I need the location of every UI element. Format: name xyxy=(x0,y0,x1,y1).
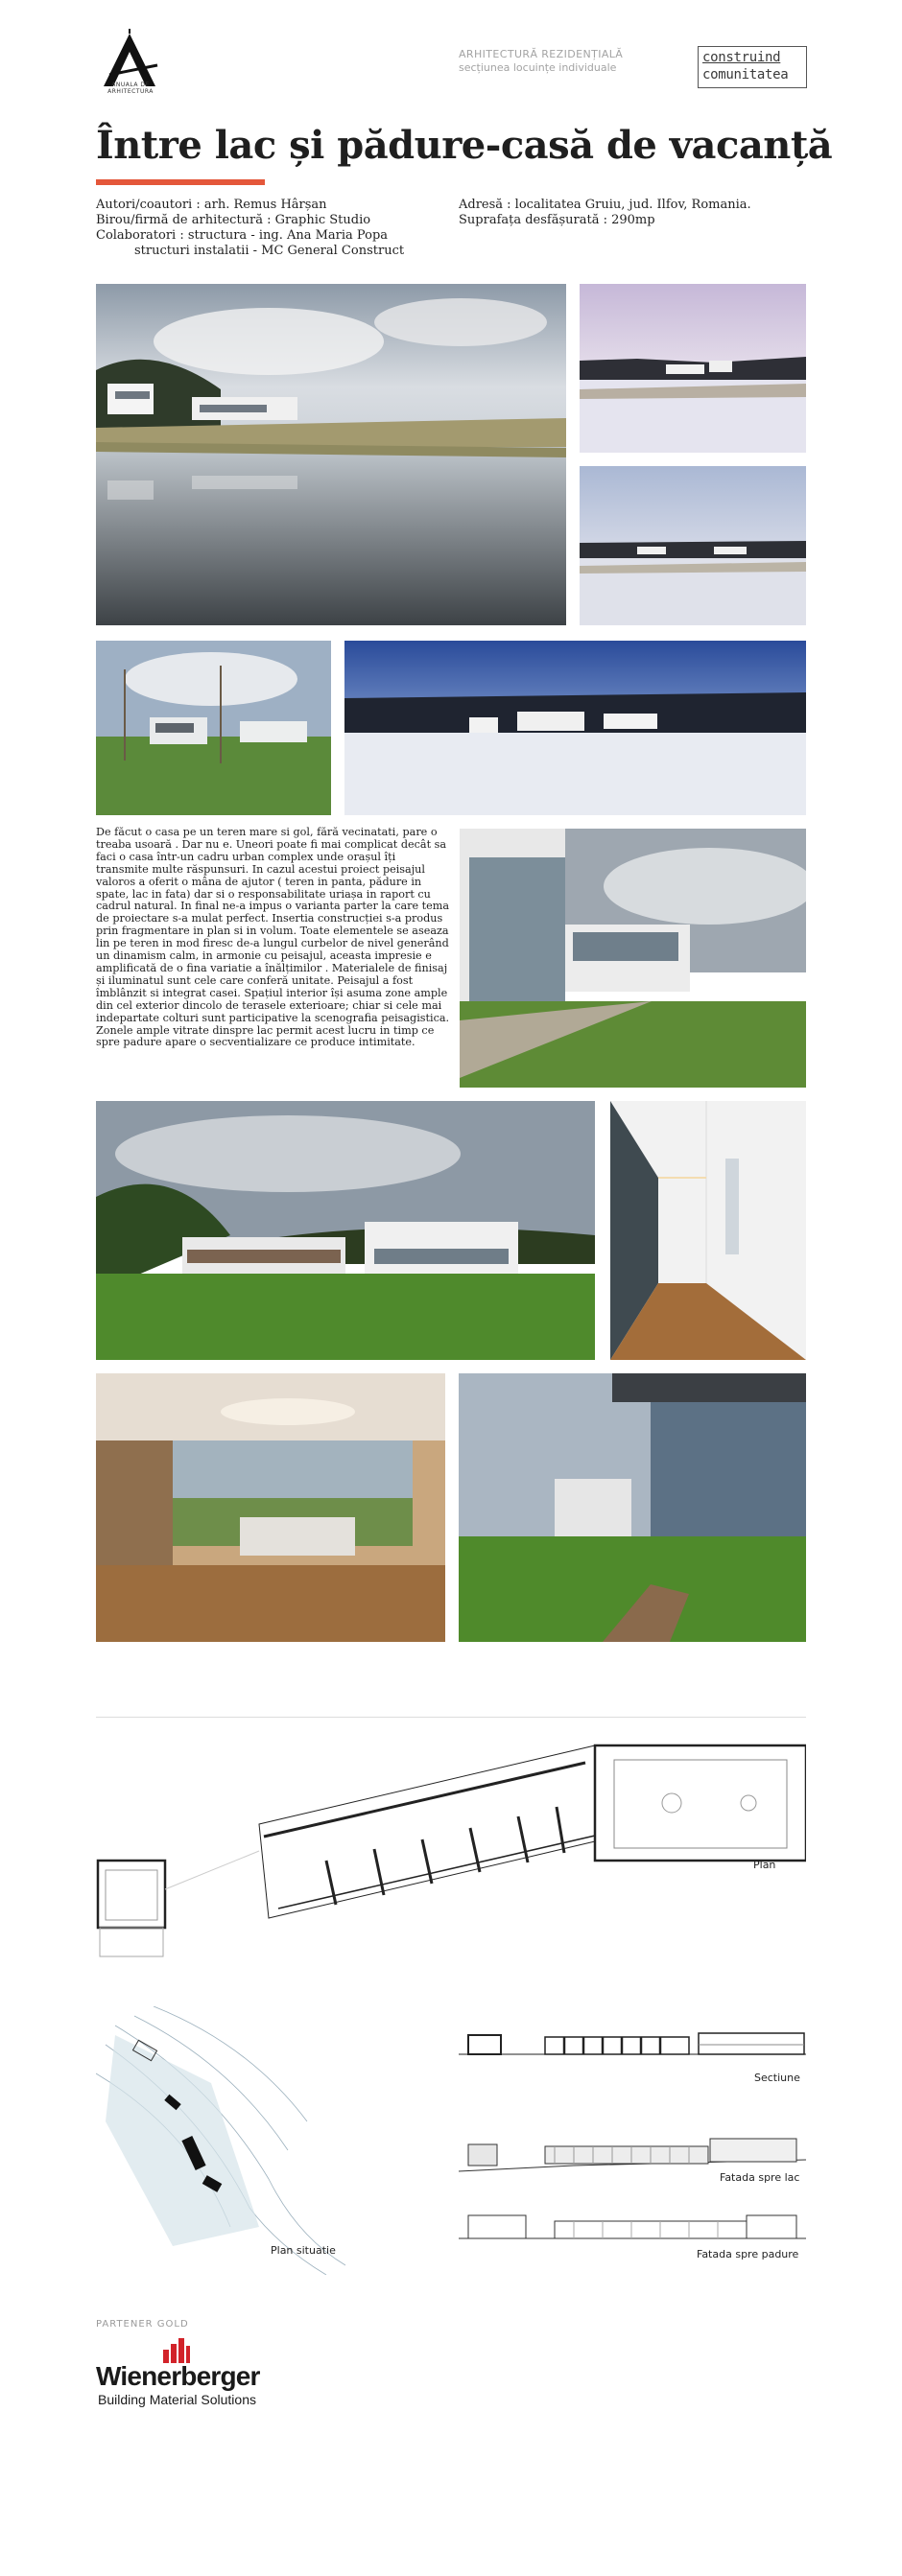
wienerberger-brick-icon xyxy=(161,2336,190,2363)
photo-house-from-lawn xyxy=(96,1101,595,1360)
section-drawing xyxy=(459,2026,806,2064)
logo-caption: ANUALA DE ARHITECTURA xyxy=(107,82,154,95)
office: Birou/firmă de arhitectură : Graphic Studio xyxy=(96,213,371,227)
plan-label: Plan xyxy=(753,1859,776,1871)
photo-snow-panorama xyxy=(344,641,806,815)
partner-name: Wienerberger xyxy=(96,2361,260,2391)
brand-line-1: construind xyxy=(702,50,781,65)
credits-right xyxy=(459,198,751,228)
category-title: ARHITECTURĂ REZIDENȚIALĂ xyxy=(459,48,624,60)
photo-cantilever-facade xyxy=(460,829,806,1088)
facade-lake-label: Fatada spre lac xyxy=(720,2171,800,2184)
photo-winter-lake-1 xyxy=(580,284,806,453)
construind-comunitatea-logo xyxy=(698,46,807,88)
project-title: Între lac și pădure-casă de vacanță xyxy=(96,123,833,168)
photo-winter-lake-2 xyxy=(580,466,806,625)
site-plan-label: Plan situatie xyxy=(271,2244,336,2257)
site-plan-drawing xyxy=(96,2006,345,2275)
photo-terrace-glazing xyxy=(459,1373,806,1642)
photo-young-trees xyxy=(96,641,331,815)
area: Suprafața desfășurată : 290mp xyxy=(459,213,655,227)
facade-forest-drawing xyxy=(459,2206,806,2244)
category-subtitle: secțiunea locuințe individuale xyxy=(459,61,617,74)
authors: Autori/coautori : arh. Remus Hârșan xyxy=(96,198,327,212)
photo-living-room xyxy=(96,1373,445,1642)
facade-forest-label: Fatada spre padure xyxy=(697,2248,799,2260)
partner-tagline: Building Material Solutions xyxy=(98,2392,256,2407)
photo-corridor xyxy=(610,1101,806,1360)
credits-left xyxy=(96,198,404,259)
title-accent-bar xyxy=(96,179,265,185)
project-description: De făcut o casa pe un teren mare si gol, fără vecinatati, pare o treaba usoară . Dar nu e. Uneori poate fi mai complicat decât sa faci o casa într-un cadru urban complex unde orașul îți transmite multe răspunsuri. In cazul acestui proiect peisajul valoros a oferit o mâna de ajutor ( teren in panta, pădure in spate, lac in fata) dar si o responsabilitate uriașa in raport cu cadrul natural. In final ne-a impus o varianta parter la care tema de proiectare s-a mulat perfect. Insertia construcției s-a produs prin fragmentare in plan si in volum. Toate elementele se aseaza lin pe teren in mod firesc de-a lungul curbelor de nivel generând un dinamism calm, in armonie cu peisajul, aceasta impresie e amplificată de o fina variatie a înălțimilor . Materialele de finisaj și iluminatul sunt cele care conferă unitate. Peisajul a fost îmblânzit si integrat casei. Spațiul interior își asuma zone ample din cel exterior dincolo de terasele exterioare; chiar si cele mai indepartate colturi sunt participative la scenografia peisagistica. Zonele ample vitrate dinspre lac permit acest lucru in timp ce spre padure apare o secventializare ce produce intimitate. xyxy=(96,826,450,1049)
installations: structuri instalatii - MC General Construct xyxy=(134,244,405,258)
collaborators: Colaboratori : structura - ing. Ana Maria Popa xyxy=(96,228,389,243)
partner-label: PARTENER GOLD xyxy=(96,2319,189,2330)
floor-plan-drawing xyxy=(96,1717,806,1976)
brand-line-2: comunitatea xyxy=(702,67,789,82)
photo-lake-reflection xyxy=(96,284,566,625)
section-label: Sectiune xyxy=(754,2072,800,2084)
address: Adresă : localitatea Gruiu, jud. Ilfov, Romania. xyxy=(459,198,751,212)
